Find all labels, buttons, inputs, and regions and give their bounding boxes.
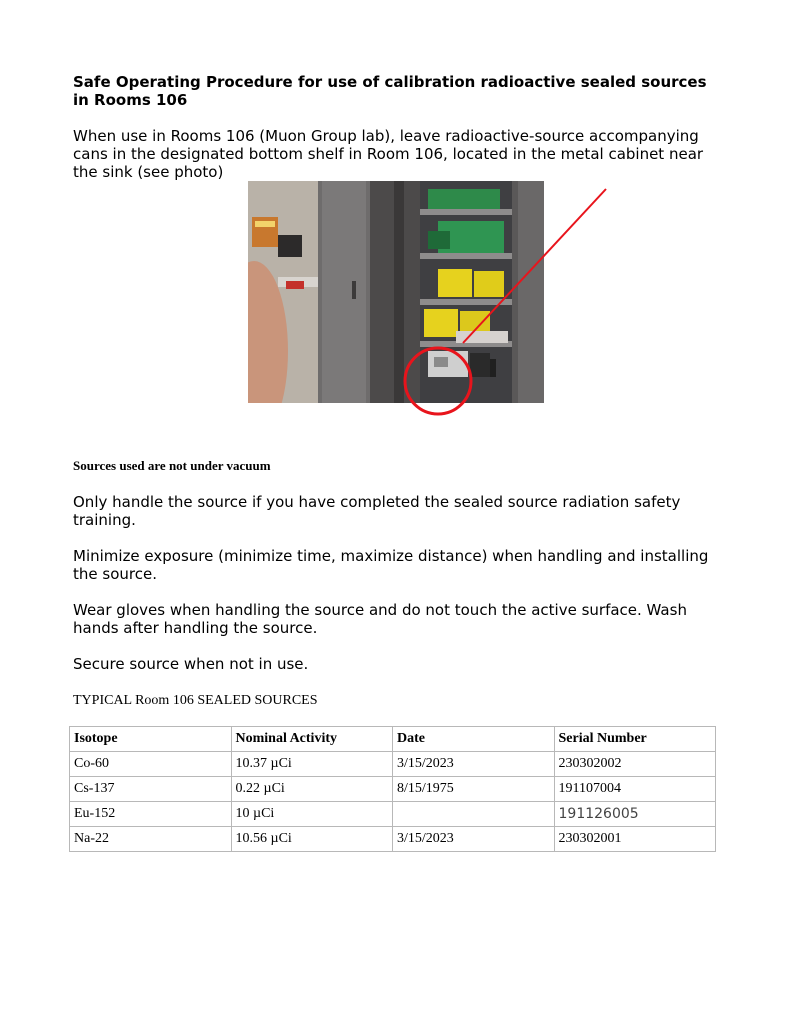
table-row [70,777,716,802]
cell-activity: 10 µCi [231,802,393,827]
cell-isotope: Co-60 [70,752,232,777]
cell-serial: 191126005 [554,802,716,827]
table-caption: TYPICAL Room 106 SEALED SOURCES [73,693,318,708]
training-paragraph: Only handle the source if you have completed the sealed source radiation safety training. [73,493,681,529]
table-row [70,752,716,777]
table-row [70,802,716,827]
header-isotope: Isotope [70,727,232,752]
cell-serial: 230302001 [554,827,716,852]
vacuum-note: Sources used are not under vacuum [73,458,271,473]
cell-serial: 230302002 [554,752,716,777]
cabinet-photo-drawing [248,181,544,403]
exposure-paragraph: Minimize exposure (minimize time, maximize distance) when handling and installing the source. [73,547,709,583]
cell-activity: 10.37 µCi [231,752,393,777]
cell-serial: 191107004 [554,777,716,802]
cell-activity: 0.22 µCi [231,777,393,802]
intro-paragraph: When use in Rooms 106 (Muon Group lab), leave radioactive-source accompanying cans in the designated bottom shelf in Room 106, located in the metal cabinet near the sink (see photo) [73,127,704,181]
secure-paragraph: Secure source when not in use. [73,655,309,673]
header-serial-number: Serial Number [554,727,716,752]
sealed-sources-table [69,726,716,852]
header-date: Date [393,727,555,752]
cell-date [393,802,555,827]
cabinet-photo [248,181,544,403]
cell-isotope: Cs-137 [70,777,232,802]
cell-date: 3/15/2023 [393,827,555,852]
cell-activity: 10.56 µCi [231,827,393,852]
cell-date: 3/15/2023 [393,752,555,777]
gloves-paragraph: Wear gloves when handling the source and do not touch the active surface. Wash hands after handling the source. [73,601,687,637]
cell-date: 8/15/1975 [393,777,555,802]
table-row [70,827,716,852]
header-nominal-activity: Nominal Activity [231,727,393,752]
cell-isotope: Na-22 [70,827,232,852]
cell-isotope: Eu-152 [70,802,232,827]
table-header-row [70,727,716,752]
page-title: Safe Operating Procedure for use of calibration radioactive sealed sources in Rooms 106 [73,73,707,109]
